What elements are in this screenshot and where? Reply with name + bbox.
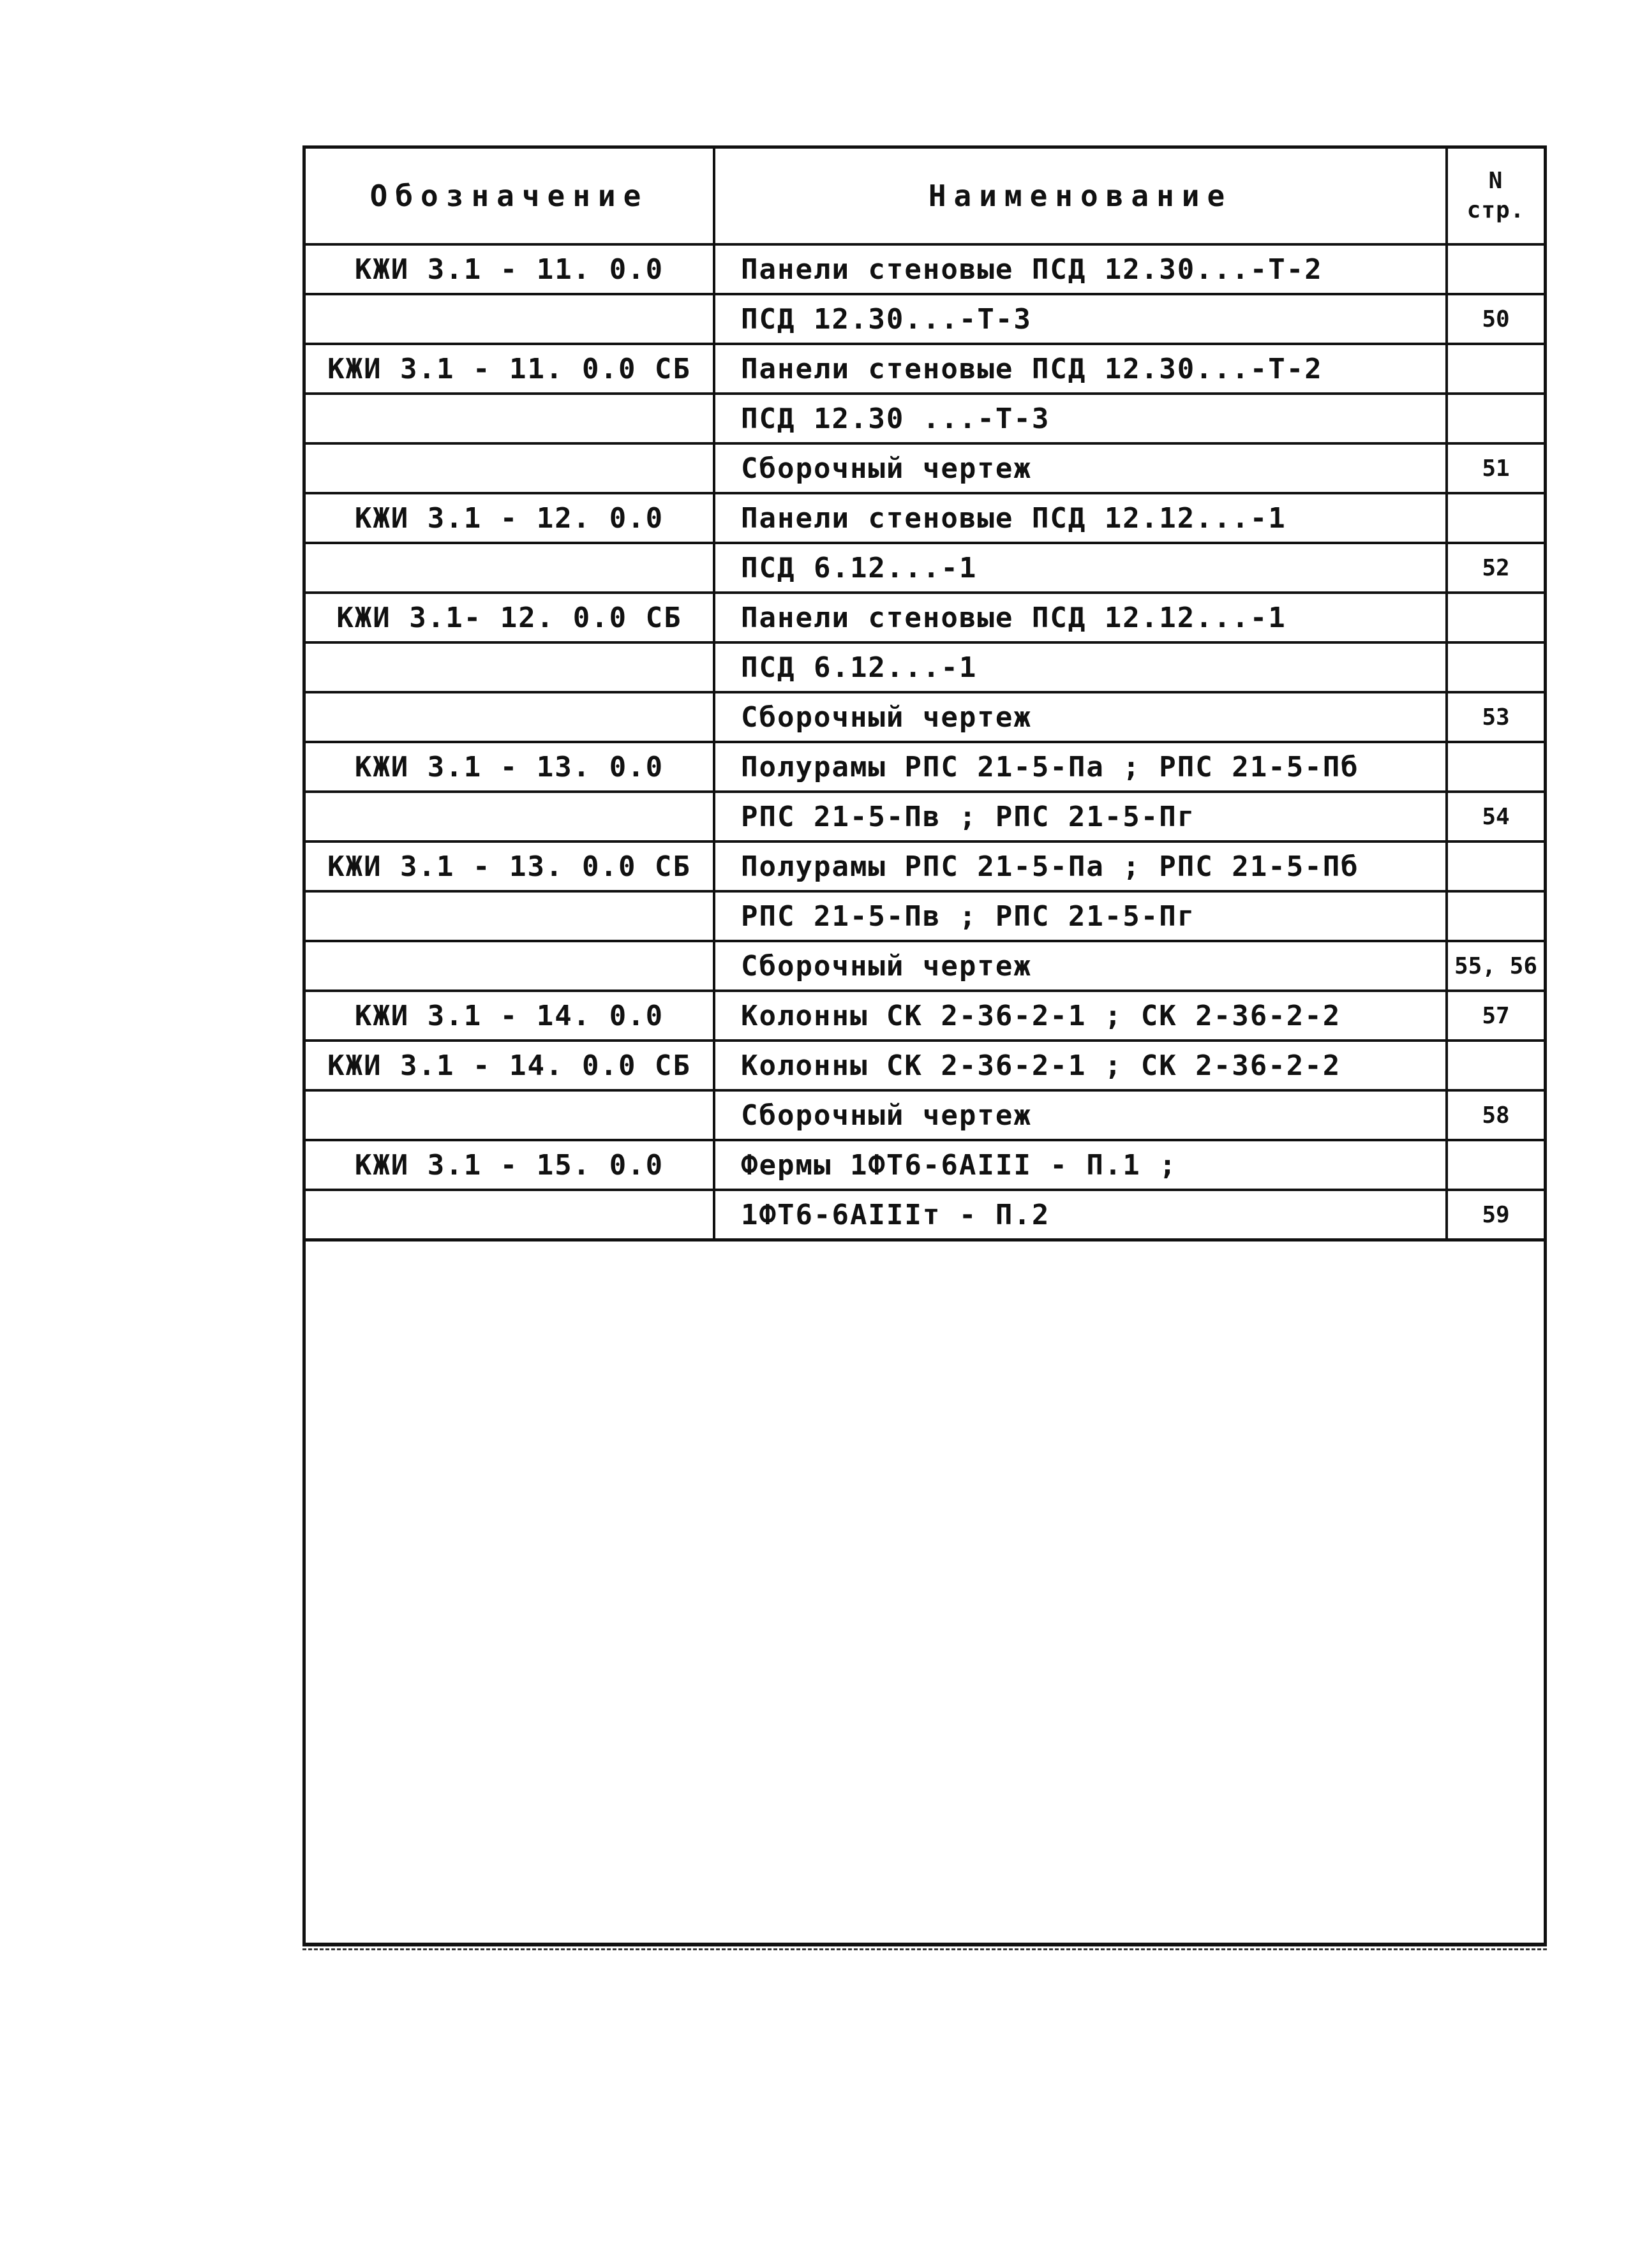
table-row	[306, 1090, 1544, 1140]
row-designation: КЖИ 3.1 - 11. 0.0 СБ	[306, 344, 714, 394]
row-designation: КЖИ 3.1 - 15. 0.0	[306, 1140, 714, 1190]
table-row	[306, 941, 1544, 991]
row-name: Колонны СК 2-36-2-1 ; СК 2-36-2-2	[714, 1041, 1447, 1090]
spec-table	[306, 149, 1544, 1241]
header-designation: Обозначение	[306, 149, 714, 244]
row-designation: КЖИ 3.1 - 12. 0.0	[306, 493, 714, 543]
row-name: Сборочный чертеж	[714, 443, 1447, 493]
row-designation: КЖИ 3.1 - 13. 0.0 СБ	[306, 841, 714, 891]
row-designation	[306, 792, 714, 841]
row-designation	[306, 891, 714, 941]
row-designation	[306, 394, 714, 443]
table-row	[306, 344, 1544, 394]
row-name: Панели стеновые ПСД 12.30...-Т-2	[714, 344, 1447, 394]
row-page	[1447, 642, 1544, 692]
row-name: Сборочный чертеж	[714, 941, 1447, 991]
row-page: 55, 56	[1447, 941, 1544, 991]
header-name: Наименование	[714, 149, 1447, 244]
row-designation	[306, 294, 714, 344]
row-designation	[306, 692, 714, 742]
row-page	[1447, 1140, 1544, 1190]
row-designation	[306, 642, 714, 692]
row-page: 51	[1447, 443, 1544, 493]
table-row	[306, 593, 1544, 642]
row-page	[1447, 1041, 1544, 1090]
row-name: Полурамы РПС 21-5-Па ; РПС 21-5-Пб	[714, 742, 1447, 792]
row-designation: КЖИ 3.1 - 14. 0.0	[306, 991, 714, 1041]
header-row	[306, 149, 1544, 244]
row-name: ПСД 12.30...-Т-3	[714, 294, 1447, 344]
row-designation	[306, 1090, 714, 1140]
row-page	[1447, 394, 1544, 443]
table-row	[306, 742, 1544, 792]
row-page	[1447, 344, 1544, 394]
row-page	[1447, 244, 1544, 294]
table-row	[306, 493, 1544, 543]
row-name: ПСД 6.12...-1	[714, 642, 1447, 692]
row-designation: КЖИ 3.1 - 14. 0.0 СБ	[306, 1041, 714, 1090]
row-page: 58	[1447, 1090, 1544, 1140]
row-name: Панели стеновые ПСД 12.30...-Т-2	[714, 244, 1447, 294]
row-designation	[306, 1190, 714, 1240]
table-row	[306, 692, 1544, 742]
row-page: 52	[1447, 543, 1544, 593]
row-page: 50	[1447, 294, 1544, 344]
row-page: 53	[1447, 692, 1544, 742]
table-row	[306, 1190, 1544, 1240]
table-row	[306, 891, 1544, 941]
table-row	[306, 294, 1544, 344]
row-designation	[306, 941, 714, 991]
header-page	[1447, 149, 1544, 244]
table-row	[306, 841, 1544, 891]
row-page	[1447, 593, 1544, 642]
table-row	[306, 792, 1544, 841]
row-name: РПС 21-5-Пв ; РПС 21-5-Пг	[714, 891, 1447, 941]
row-name: 1ФТ6-6АIIIт - П.2	[714, 1190, 1447, 1240]
table-row	[306, 543, 1544, 593]
row-name: РПС 21-5-Пв ; РПС 21-5-Пг	[714, 792, 1447, 841]
table-row	[306, 394, 1544, 443]
row-name: Фермы 1ФТ6-6АIII - П.1 ;	[714, 1140, 1447, 1190]
row-name: Полурамы РПС 21-5-Па ; РПС 21-5-Пб	[714, 841, 1447, 891]
row-name: Сборочный чертеж	[714, 1090, 1447, 1140]
table-row	[306, 1041, 1544, 1090]
bottom-border-line	[302, 1948, 1547, 1950]
table-row	[306, 1140, 1544, 1190]
row-name: Сборочный чертеж	[714, 692, 1447, 742]
table-row	[306, 991, 1544, 1041]
row-name: Колонны СК 2-36-2-1 ; СК 2-36-2-2	[714, 991, 1447, 1041]
row-name: Панели стеновые ПСД 12.12...-1	[714, 593, 1447, 642]
row-designation: КЖИ 3.1- 12. 0.0 СБ	[306, 593, 714, 642]
table-row	[306, 443, 1544, 493]
row-designation	[306, 543, 714, 593]
row-page: 57	[1447, 991, 1544, 1041]
table-row	[306, 244, 1544, 294]
row-page: 54	[1447, 792, 1544, 841]
row-designation: КЖИ 3.1 - 11. 0.0	[306, 244, 714, 294]
row-name: ПСД 12.30 ...-Т-3	[714, 394, 1447, 443]
row-name: ПСД 6.12...-1	[714, 543, 1447, 593]
row-page: 59	[1447, 1190, 1544, 1240]
header-page-no: N	[1488, 168, 1503, 194]
row-page	[1447, 493, 1544, 543]
row-page	[1447, 891, 1544, 941]
row-page	[1447, 742, 1544, 792]
spec-sheet	[302, 145, 1547, 1946]
row-designation: КЖИ 3.1 - 13. 0.0	[306, 742, 714, 792]
header-page-abbr: стр.	[1466, 197, 1525, 223]
row-designation	[306, 443, 714, 493]
table-row	[306, 642, 1544, 692]
row-name: Панели стеновые ПСД 12.12...-1	[714, 493, 1447, 543]
row-page	[1447, 841, 1544, 891]
